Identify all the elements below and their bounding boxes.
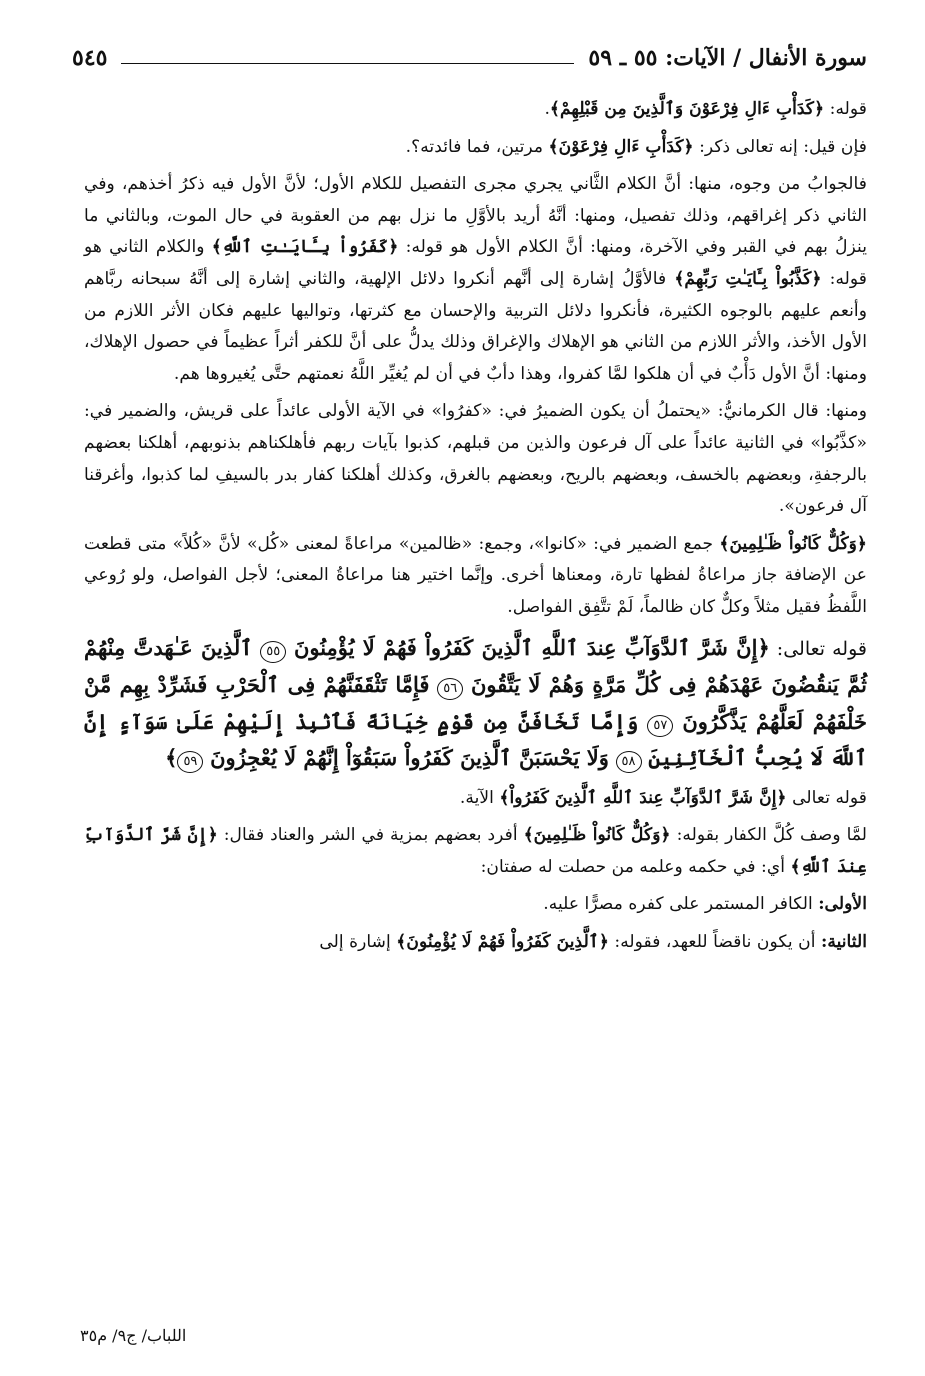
paragraph-3: فالجوابُ من وجوه، منها: أنَّ الكلام الثَّاني يجري مجرى التفصيل للكلام الأول؛ لأنَّ الأول فيه ذكرُ أخذهم، وفي الثاني ذكر إغراقهم، وذلك تفصيل، ومنها: أنَّهُ أريد بالأوَّلِ ما نزل بهم من العقوبة في حال الموت، وبالثاني ما ينزلُ بهم في القبر وفي الآخرة، ومنها: أنَّ الكلام الأول هو قوله: ﴿كَفَرُواْ بِـَٔايَـٰتِ ٱللَّهِ﴾ والكلام الثاني هو قوله: ﴿كَذَّبُواْ بِـَٔايَـٰتِ رَبِّهِمْ﴾ فالأوَّلُ إشارة إلى أنَّهم أنكروا دلائل الإلهية، والثاني إشارة إلى أنَّهُ سبحانه ربَّاهم وأنعم عليهم بالوجوه الكثيرة، فأنكروا دلائل التربية والإحسان مع كثرتها، وتواليها عليهم فكان الأثر اللازم من الأول الأخذ، والأثر اللازم من الثاني هو الإهلاك والإغراق وذلك يدلُّ على أنَّ للكفر أثراً عظيماً في حصول الإهلاك، ومنها: أنَّ الأول دَأْبٌ في أن هلكوا لمَّا كفروا، وهذا دأبٌ في أن لم يُغيِّر اللَّهُ نعمتهم حتَّى يُغيروها هم. xyxy=(84,174,868,384)
quran-quote: ﴿ٱلَّذِينَ كَفَرُواْ فَهُمْ لَا يُؤْمِنُونَ﴾ xyxy=(396,931,609,952)
paragraph-8: الأولى: الكافر المستمر على كفره مصرًّا عليه. xyxy=(543,894,867,915)
verse-59: وَلَا يَحْسَبَنَّ ٱلَّذِينَ كَفَرُواْ سَبَقُوٓاْ إِنَّهُمْ لَا يُعْجِزُونَ xyxy=(210,745,609,770)
verse-marker-55: ٥٥ xyxy=(260,641,286,663)
quran-quote: ﴿وَكُلٌّ كَانُواْ ظَـٰلِمِينَ﴾ xyxy=(719,533,868,554)
verse-58: وَإِمَّا تَخَافَنَّ مِن قَوْمٍ خِيَانَةً فَٱنۢبِذْ إِلَيْهِمْ عَلَىٰ سَوَآءٍ إِنَّ ٱللَّهَ لَا يُحِبُّ ٱلْخَآئِنِينَ xyxy=(84,708,867,770)
quran-quote: ﴿وَكُلٌّ كَانُواْ ظَـٰلِمِينَ﴾ xyxy=(523,825,671,846)
header-rule xyxy=(121,63,574,64)
paragraph-2: فإن قيل: إنه تعالى ذكر: ﴿كَدَأْبِ ءَالِ فِرْعَوْنَ﴾ مرتين، فما فائدته؟. xyxy=(405,136,867,157)
paragraph-5: ﴿وَكُلٌّ كَانُواْ ظَـٰلِمِينَ﴾ جمع الضمير في: «كانوا»، وجمع: «ظالمين» مراعاةً لمعنى «كُل» لأنَّ «كُلاً» متى قطعت عن الإضافة جاز مراعاةُ لفظها تارة، ومعناها أخرى. وإنَّما اختير هنا مراعاةُ المعنى؛ لأجل الفواصل، ولو رُوعي اللَّفظُ فقيل مثلاً وكلٌّ كان ظالماً، لَمْ تتَّفِق الفواصل. xyxy=(84,533,868,617)
label-second: الثانية: xyxy=(821,931,867,952)
chapter-title: سورة الأنفال / الآيات: ٥٥ ـ ٥٩ xyxy=(588,45,867,71)
verse-marker-58: ٥٨ xyxy=(616,751,642,773)
verse-56: ٱلَّذِينَ عَـٰهَدتَّ مِنْهُمْ ثُمَّ يَنقُضُونَ عَهْدَهُمْ فِى كُلِّ مَرَّةٍ وَهُمْ لَا يَتَّقُونَ xyxy=(84,634,867,697)
verse-marker-56: ٥٦ xyxy=(437,678,463,700)
quran-quote: ﴿كَفَرُواْ بِـَٔايَـٰتِ ٱللَّهِ﴾ xyxy=(211,237,399,258)
verse-57: فَإِمَّا تَثْقَفَنَّهُمْ فِى ٱلْحَرْبِ فَشَرِّدْ بِهِم مَّنْ خَلْفَهُمْ لَعَلَّهُمْ يَذَّكَّرُونَ xyxy=(84,672,867,734)
quran-quote: ﴿إِنَّ شَرَّ ٱلدَّوَآبِّ عِندَ ٱللَّهِ﴾ xyxy=(84,825,867,877)
quran-quote: ﴿كَدَأْبِ ءَالِ فِرْعَوْنَ﴾ xyxy=(548,136,694,157)
page-number: ٥٤٥ xyxy=(72,45,108,71)
verses-block: قوله تعالى: ﴿إِنَّ شَرَّ ٱلدَّوَآبِّ عِندَ ٱللَّهِ ٱلَّذِينَ كَفَرُواْ فَهُمْ لَا يُؤْمِنُونَ ٥٥ ٱلَّذِينَ عَـٰهَدتَّ مِنْهُمْ ثُمَّ يَنقُضُونَ عَهْدَهُمْ فِى كُلِّ مَرَّةٍ وَهُمْ لَا يَتَّقُونَ ٥٦ فَإِمَّا تَثْقَفَنَّهُمْ فِى ٱلْحَرْبِ فَشَرِّدْ بِهِم مَّنْ خَلْفَهُمْ لَعَلَّهُمْ يَذَّكَّرُونَ ٥٧ وَإِمَّا تَخَافَنَّ مِن قَوْمٍ خِيَانَةً فَٱنۢبِذْ إِلَيْهِمْ عَلَىٰ سَوَآءٍ إِنَّ ٱللَّهَ لَا يُحِبُّ ٱلْخَآئِنِينَ ٥٨ وَلَا يَحْسَبَنَّ ٱلَّذِينَ كَفَرُواْ سَبَقُوٓاْ إِنَّهُمْ لَا يُعْجِزُونَ ٥٩﴾ xyxy=(84,630,867,777)
verse-marker-57: ٥٧ xyxy=(647,715,673,737)
signature-mark: اللباب/ ج٩/ م٣٥ xyxy=(80,1326,187,1345)
page-body xyxy=(84,94,867,1306)
paragraph-9: الثانية: أن يكون ناقضاً للعهد، فقوله: ﴿ٱلَّذِينَ كَفَرُواْ فَهُمْ لَا يُؤْمِنُونَ﴾ إشارة إلى xyxy=(319,931,867,952)
quran-quote: ﴿كَدَأْبِ ءَالِ فِرْعَوْنَ وَٱلَّذِينَ مِن قَبْلِهِمْ﴾ xyxy=(549,99,825,119)
quran-quote: ﴿كَذَّبُواْ بِـَٔايَـٰتِ رَبِّهِمْ﴾ xyxy=(674,268,822,289)
verse-marker-59: ٥٩ xyxy=(177,751,203,773)
paragraph-7: لمَّا وصف كُلَّ الكفار بقوله: ﴿وَكُلٌّ كَانُواْ ظَـٰلِمِينَ﴾ أفرد بعضهم بمزية في الشر والعناد فقال: ﴿إِنَّ شَرَّ ٱلدَّوَآبِّ عِندَ ٱللَّهِ﴾ أي: في حكمه وعلمه من حصلت له صفتان: xyxy=(84,825,868,877)
paragraph-6: قوله تعالى ﴿إِنَّ شَرَّ ٱلدَّوَآبِّ عِندَ ٱللَّهِ ٱلَّذِينَ كَفَرُواْ﴾ الآية. xyxy=(459,787,867,808)
label-first: الأولى: xyxy=(818,894,867,915)
verse-55: إِنَّ شَرَّ ٱلدَّوَآبِّ عِندَ ٱللَّهِ ٱلَّذِينَ كَفَرُواْ فَهُمْ لَا يُؤْمِنُونَ xyxy=(293,634,758,660)
paragraph-1: قوله: ﴿كَدَأْبِ ءَالِ فِرْعَوْنَ وَٱلَّذِينَ مِن قَبْلِهِمْ﴾. xyxy=(544,99,867,119)
running-header xyxy=(72,38,867,78)
paragraph-4: ومنها: قال الكرمانيُّ: «يحتملُ أن يكون الضميرُ في: «كفرُوا» في الآية الأولى عائداً على قريش، والضمير في: «كذَّبُوا» في الثانية عائداً على آل فرعون والذين من قبلهم، كذبوا بآيات ربهم فأهلكناهم بذنوبهم، أهلكنا بعضهم بالرجفةِ، وبعضهم بالخسف، وبعضهم بالريح، وبعضهم بالغرق، وكذلك أهلكنا كفار بدر بالسيفِ لما كذبوا، وأغرقنا آل فرعون». xyxy=(84,401,867,517)
quran-quote: ﴿إِنَّ شَرَّ ٱلدَّوَآبِّ عِندَ ٱللَّهِ ٱلَّذِينَ كَفَرُواْ﴾ xyxy=(499,787,787,808)
